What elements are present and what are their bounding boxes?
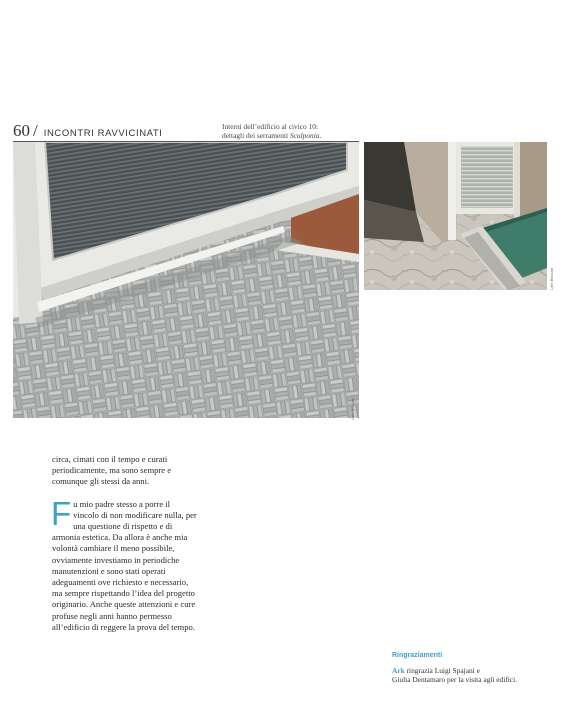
- side-photo: [364, 142, 547, 290]
- main-photo-illustration: [13, 142, 359, 421]
- paragraph-2: [51, 494, 197, 633]
- acknowledgements-text: [392, 666, 562, 684]
- paragraph-2-text: u mio padre stesso a porre il vincolo di non modificare nulla, per una questione di rispetto e di armonia estetica. Da allora è anche mia volontà cambiare il meno possibile, ovviamente investiamo in periodiche manutenzioni e sono stati operati adeguamenti ove richiesto e necessario, ma sempre rispettando l’idea del progetto originario. Anche queste attenzioni e cure profuse negli anni hanno permesso all’edificio di reggere la prova del tempo.: [52, 498, 197, 632]
- caption-brand: Sculponia: [289, 131, 320, 140]
- main-photo: [13, 142, 359, 421]
- photo-caption: [222, 122, 362, 140]
- caption-line-2: dettagli dei serramenti: [222, 131, 290, 140]
- paragraph-1: circa, cimati con il tempo e curati periodicamente, ma sono sempre e comunque gli stessi da anni.: [52, 454, 172, 487]
- thanks-line-2: Giulia Dentamaro per la visita agli edifici.: [392, 675, 517, 684]
- page-number: 60: [13, 121, 30, 140]
- thanks-line-1: ringrazia Luigi Spajani e: [404, 666, 480, 675]
- caption-period: .: [319, 131, 322, 140]
- section-title: INCONTRI RAVVICINATI: [43, 128, 163, 139]
- acknowledgements: [392, 651, 562, 684]
- side-photo-illustration: [364, 142, 547, 290]
- article-body: [52, 454, 197, 633]
- main-photo-credit: Lele Beccari: [350, 398, 355, 421]
- header-slash: /: [33, 121, 38, 140]
- page-header: [13, 121, 163, 141]
- drop-cap: F: [51, 494, 72, 532]
- caption-line-1: Interni dell’edificio al civico 10:: [222, 122, 319, 131]
- side-photo-credit: Lele Beccari: [549, 268, 554, 291]
- acknowledgements-title: Ringraziamenti: [392, 652, 443, 659]
- ark-brand: Ark: [392, 666, 405, 675]
